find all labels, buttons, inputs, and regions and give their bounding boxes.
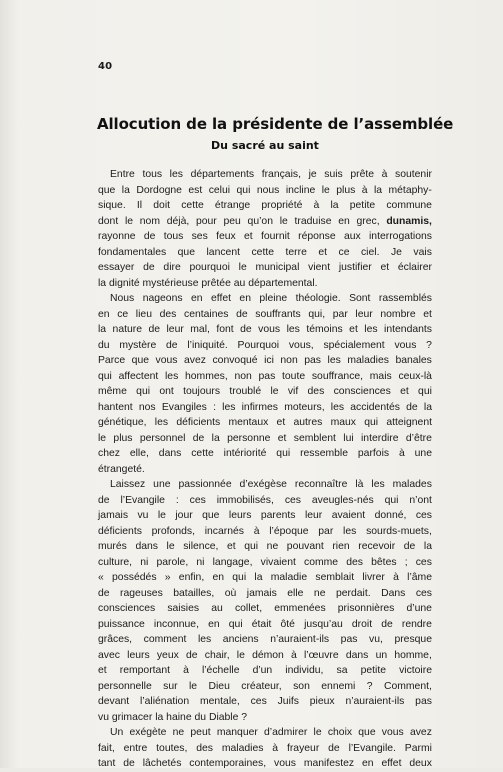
text-line: fait, entre toutes, des maladies à frayeur de l’Evangile. Parmi bbox=[98, 742, 432, 754]
text-line: culture, ni parole, ni langage, vivaient comme des bêtes ; ces bbox=[98, 556, 432, 568]
text-line: du mystère de l’iniquité. Pourquoi vous, spécialement vous ? bbox=[98, 339, 432, 351]
text-line: dont le nom déjà, pour peu qu’on le traduise en grec, dunamis, bbox=[98, 215, 432, 227]
text-line: Un exégète ne peut manquer d’admirer le choix que vous avez bbox=[110, 727, 432, 738]
text-line: génétique, les déficients mentaux et autres maux qui atteignent bbox=[98, 417, 432, 428]
text-line: Parce que vous avez convoqué ici non pas les maladies banales bbox=[98, 355, 432, 366]
page-number: 40 bbox=[98, 61, 113, 72]
text-line: et remportant à l’échelle d’un individu, sa petite victoire bbox=[98, 665, 432, 676]
text-line: avec leurs yeux de chair, le démon à l’œuvre dans un homme, bbox=[98, 649, 432, 661]
text-line: « possédés » enfin, en qui la maladie semblait livrer à l’âme bbox=[98, 572, 432, 583]
text-line: hantent nos Evangiles : les infirmes moteurs, les accidentés de la bbox=[98, 401, 432, 413]
text-line: déficients profonds, incarnés à l’époque par les sourds-muets, bbox=[98, 525, 432, 537]
text-line: vu grimacer la haine du Diable ? bbox=[98, 711, 248, 723]
text-line: fondamentales que lancent cette terre et ce ciel. Je vais bbox=[98, 246, 432, 258]
text-line: que la Dordogne est celui qui nous incline le plus à la métaphy- bbox=[98, 184, 432, 196]
text-line: en ce lieu des centaines de souffrants qui, par leur nombre et bbox=[98, 308, 432, 320]
text-line: qui affectent les hommes, non pas toute souffrance, mais ceux-là bbox=[98, 370, 432, 382]
text-line: chez elle, dans cette intériorité qui ressemble parfois à une bbox=[98, 448, 432, 459]
text-line: grâces, comment les anciens n’auraient-ils pas vu, presque bbox=[98, 634, 432, 645]
text-line: consciences saisies au collet, emmenées prisonnières d’une bbox=[98, 603, 432, 614]
text-line: étrangeté. bbox=[98, 463, 145, 475]
text-line: tant de lâchetés contemporaines, vous manifestez en effet deux bbox=[98, 758, 432, 769]
text-line: même qui ont toujours troublé le vif des consciences et qui bbox=[98, 386, 432, 397]
body-text bbox=[98, 167, 432, 772]
article-subtitle: Du sacré au saint bbox=[211, 139, 319, 152]
text-line: le plus personnel de la personne et semblent lui interdire d’être bbox=[98, 432, 432, 444]
text-line: Entre tous les départements français, je suis prête à soutenir bbox=[110, 169, 432, 180]
text-line: sique. Il doit cette étrange propriété à la petite commune bbox=[98, 200, 432, 211]
text-line: de rageuses batailles, où jamais elle ne perdait. Dans ces bbox=[98, 587, 432, 599]
text-line: Laissez une passionnée d’exégèse reconnaître là les malades bbox=[110, 479, 432, 490]
text-line: de l’Evangile : ces immobilisés, ces aveugles-nés qui n’ont bbox=[98, 494, 432, 506]
text-line: rayonne de tous ses feux et fournit réponse aux interrogations bbox=[98, 231, 432, 242]
text-line: puissance inconnue, en qui était ôté jusqu’au droit de rendre bbox=[98, 618, 432, 630]
text-line: la dignité mystérieuse prêtée au départemental. bbox=[98, 277, 318, 289]
text-line: la nature de leur mal, font de vous les témoins et les intendants bbox=[98, 324, 432, 335]
text-line: jamais vu le jour que leurs parents leur avaient donné, ces bbox=[98, 510, 432, 521]
text-line: Nous nageons en effet en pleine théologie. Sont rassemblés bbox=[110, 293, 432, 304]
text-line: murés dans le silence, et qui ne pouvant rien recevoir de la bbox=[98, 541, 432, 552]
text-line: devant l’aliénation mentale, ces Juifs pieux n’auraient-ils pas bbox=[98, 696, 432, 707]
text-line: personnelle sur le Dieu créateur, son ennemi ? Comment, bbox=[98, 680, 432, 692]
text-line: essayer de dire pourquoi le municipal vient justifier et éclairer bbox=[98, 262, 432, 273]
article-title: Allocution de la présidente de l’assemblée bbox=[97, 115, 454, 133]
